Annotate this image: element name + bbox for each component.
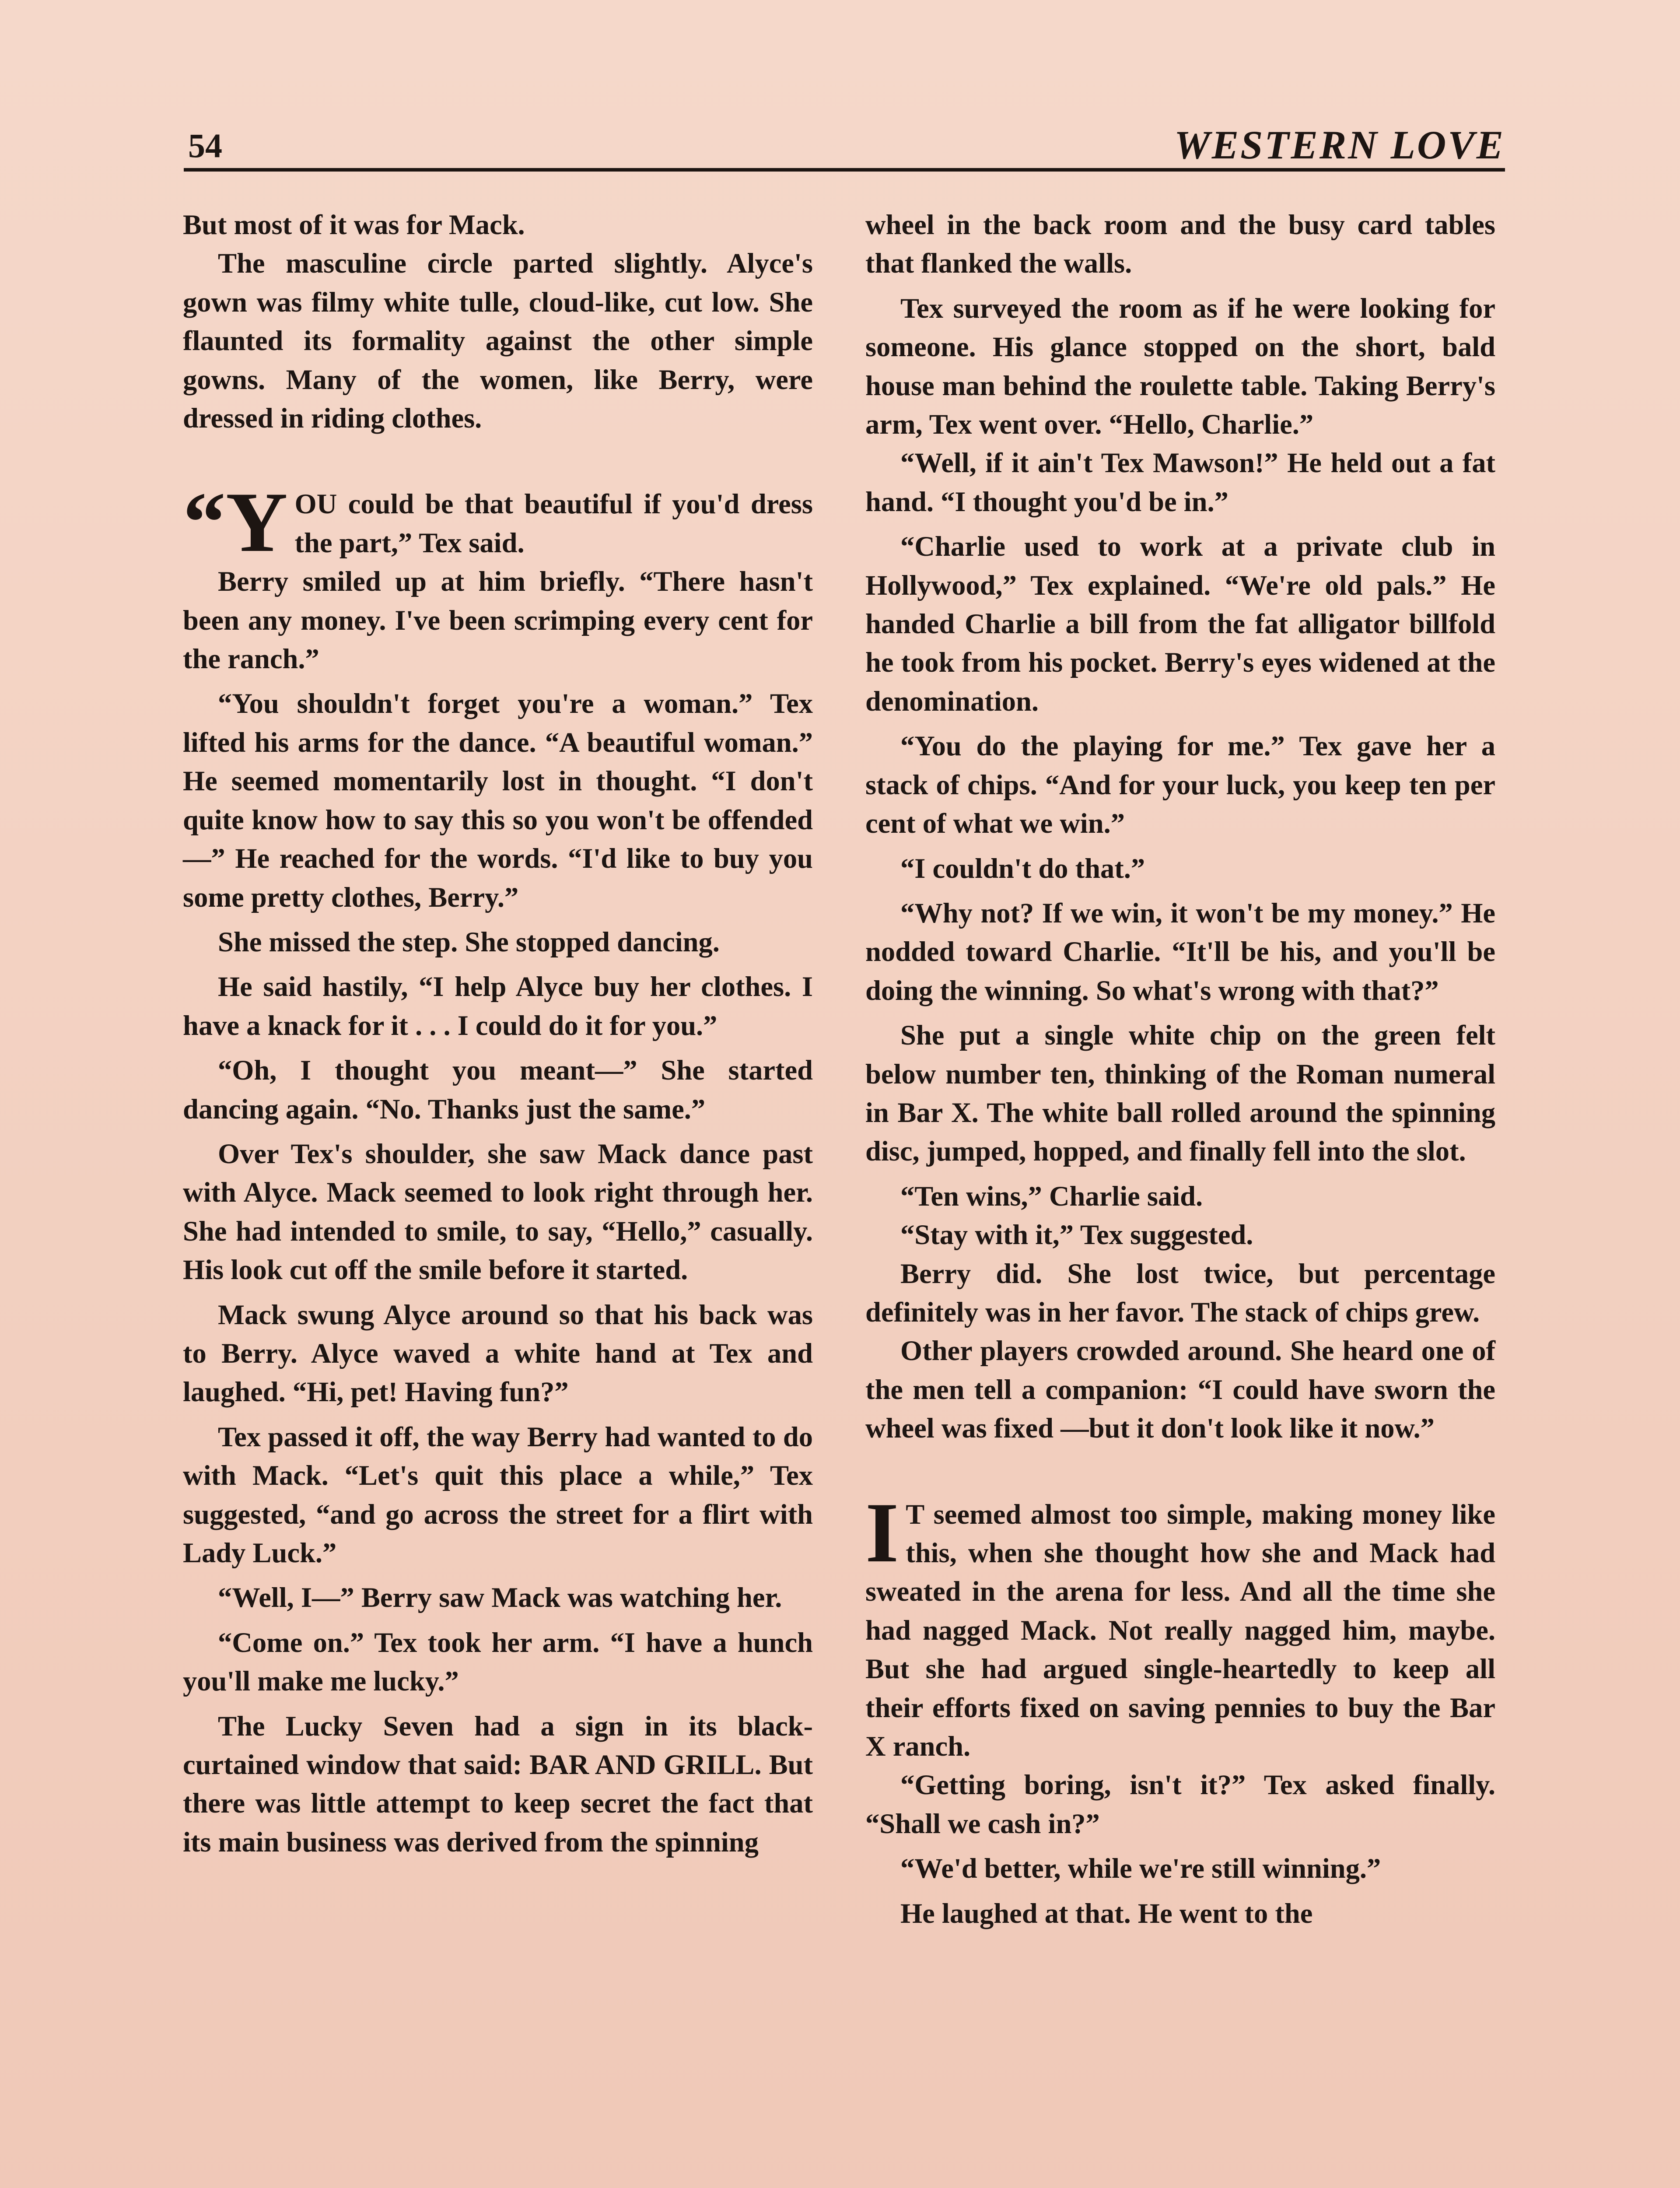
drop-cap-paragraph-text: OU could be that beautiful if you'd dress the part,” Tex said. bbox=[294, 488, 813, 558]
paragraph: He laughed at that. He went to the bbox=[900, 1897, 1313, 1929]
drop-cap-paragraph bbox=[865, 1485, 1495, 1766]
paragraph: “Well, if it ain't Tex Mawson!” He held out a fat hand. “I thought you'd be in.” bbox=[865, 447, 1495, 517]
paragraph: Berry smiled up at him briefly. “There hasn't been any money. I've been scrimping every cent for the ranch.” bbox=[183, 566, 813, 675]
paragraph: But most of it was for Mack. bbox=[183, 209, 525, 240]
paragraph: wheel in the back room and the busy card tables that flanked the walls. bbox=[865, 209, 1495, 279]
drop-cap: I bbox=[865, 1485, 899, 1580]
paragraph: “Stay with it,” Tex suggested. bbox=[900, 1219, 1253, 1251]
paragraph: “Well, I—” Berry saw Mack was watching her. bbox=[218, 1582, 782, 1613]
paragraph: She missed the step. She stopped dancing. bbox=[218, 926, 720, 957]
page-header bbox=[184, 118, 1505, 171]
paragraph: Tex passed it off, the way Berry had wanted to do with Mack. “Let's quit this place a while,” Tex suggested, “and go across the street for a flirt with Lady Luck.” bbox=[183, 1421, 813, 1568]
right-column bbox=[865, 206, 1495, 1933]
paragraph: The Lucky Seven had a sign in its black-curtained window that said: BAR AND GRILL. But there was little attempt to keep secret the fact that its main business was derived from the spinning bbox=[183, 1710, 813, 1858]
paragraph: Berry did. She lost twice, but percentage definitely was in her favor. The stack of chips grew. bbox=[865, 1258, 1495, 1328]
paragraph: Other players crowded around. She heard one of the men tell a companion: “I could have sworn the wheel was fixed —but it don't look like it now.” bbox=[865, 1335, 1495, 1444]
paragraph: “You do the playing for me.” Tex gave her a stack of chips. “And for your luck, you keep ten per cent of what we win.” bbox=[865, 730, 1495, 839]
paragraph: Over Tex's shoulder, she saw Mack dance past with Alyce. Mack seemed to look right through her. She had intended to smile, to say, “Hello,” casually. His look cut off the smile before it started. bbox=[183, 1138, 813, 1286]
paragraph: “I couldn't do that.” bbox=[900, 852, 1145, 884]
paragraph: “Getting boring, isn't it?” Tex asked finally. “Shall we cash in?” bbox=[865, 1769, 1495, 1839]
paragraph: “Come on.” Tex took her arm. “I have a hunch you'll make me lucky.” bbox=[183, 1627, 813, 1697]
paragraph: The masculine circle parted slightly. Alyce's gown was filmy white tulle, cloud-like, cut low. She flaunted its formality against the other simple gowns. Many of the women, like Berry, were dressed in riding clothes. bbox=[183, 248, 813, 434]
left-column bbox=[183, 206, 813, 1862]
paragraph: “Ten wins,” Charlie said. bbox=[900, 1180, 1203, 1212]
paragraph: “Charlie used to work at a private club in Hollywood,” Tex explained. “We're old pals.” He handed Charlie a bill from the fat alligator billfold he took from his pocket. Berry's eyes widened at the denomination. bbox=[865, 531, 1495, 717]
drop-cap-paragraph bbox=[183, 475, 813, 570]
running-title: WESTERN LOVE bbox=[1174, 123, 1505, 167]
paragraph: “You shouldn't forget you're a woman.” Tex lifted his arms for the dance. “A beautiful woman.” He seemed momentarily lost in thought. “I don't quite know how to say this so you won't be offended—” He reached for the words. “I'd like to buy you some pretty clothes, Berry.” bbox=[183, 688, 813, 913]
header-rule bbox=[184, 168, 1505, 172]
paragraph: She put a single white chip on the green felt below number ten, thinking of the Roman numeral in Bar X. The white ball rolled around the spinning disc, jumped, hopped, and finally fell into the slot. bbox=[865, 1020, 1495, 1167]
paragraph: “We'd better, while we're still winning.” bbox=[900, 1853, 1381, 1884]
paragraph: “Oh, I thought you meant—” She started dancing again. “No. Thanks just the same.” bbox=[183, 1055, 813, 1125]
drop-cap: “Y bbox=[183, 475, 288, 570]
paragraph: He said hastily, “I help Alyce buy her clothes. I have a knack for it . . . I could do it for you.” bbox=[183, 971, 813, 1041]
paragraph: Mack swung Alyce around so that his back was to Berry. Alyce waved a white hand at Tex and laughed. “Hi, pet! Having fun?” bbox=[183, 1299, 813, 1408]
paragraph: “Why not? If we win, it won't be my money.” He nodded toward Charlie. “It'll be his, and you'll be doing the winning. So what's wrong with that?” bbox=[865, 897, 1495, 1006]
paragraph: Tex surveyed the room as if he were looking for someone. His glance stopped on the short, bald house man behind the roulette table. Taking Berry's arm, Tex went over. “Hello, Charlie.” bbox=[865, 292, 1495, 440]
page-number: 54 bbox=[188, 126, 222, 165]
drop-cap-paragraph-text: T seemed almost too simple, making money like this, when she thought how she and Mack had sweated in the arena for less. And all the time she had nagged Mack. Not really nagged him, maybe. But she had argued single-heartedly to keep all their efforts fixed on saving pennies to buy the Bar X ranch. bbox=[865, 1498, 1495, 1762]
